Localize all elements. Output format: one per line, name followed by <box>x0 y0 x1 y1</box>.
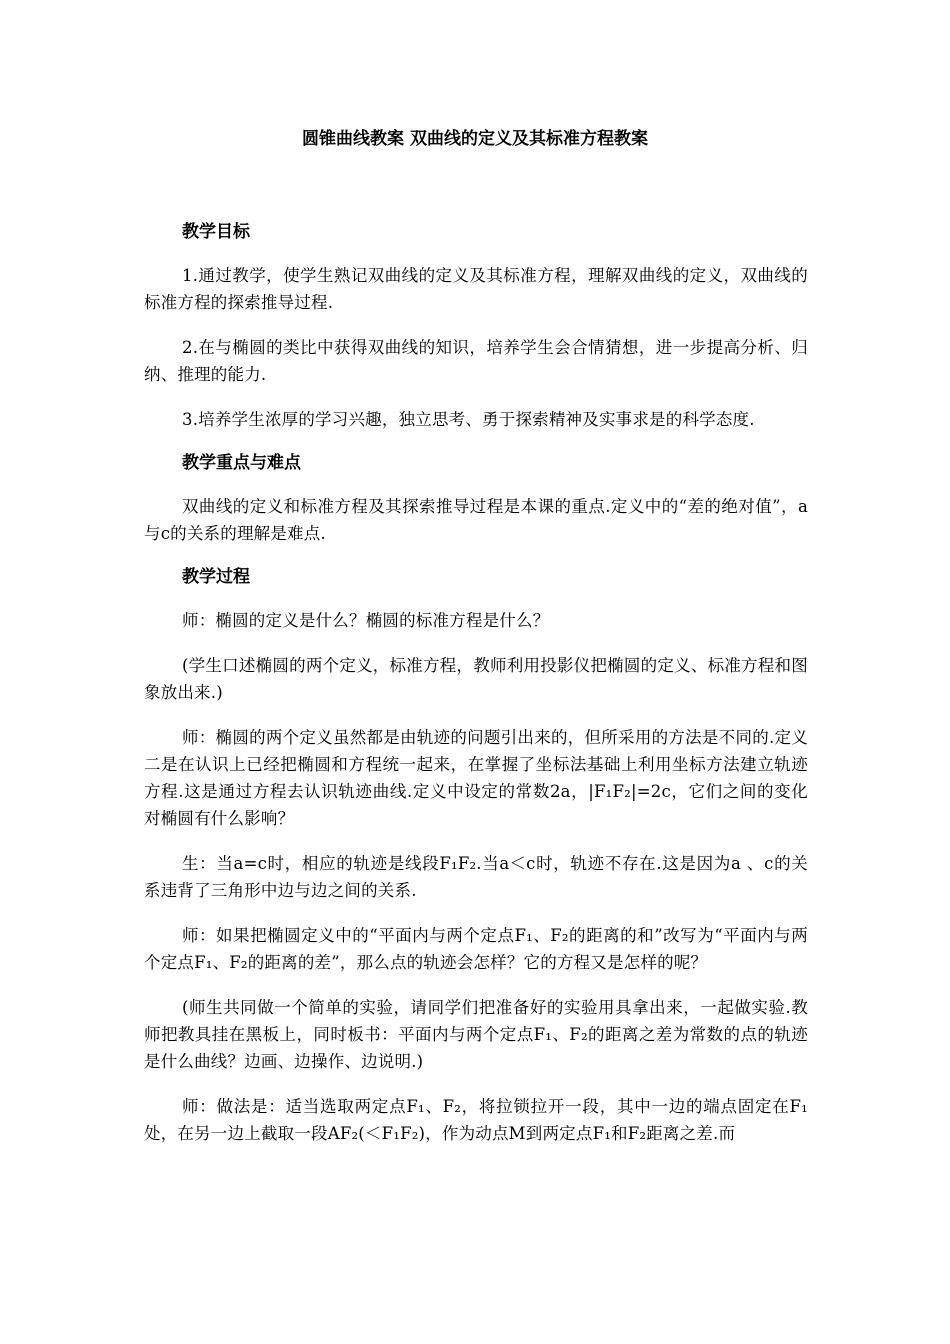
process-paragraph-5: 师：如果把椭圆定义中的“平面内与两个定点F₁、F₂的距离的和”改写为“平面内与两个定点F₁、F₂的距离的差”，那么点的轨迹会怎样？它的方程又是怎样的呢？ <box>144 926 808 972</box>
process-paragraph-3: 师：椭圆的两个定义虽然都是由轨迹的问题引出来的，但所采用的方法是不同的.定义二是在认识上已经把椭圆和方程统一起来，在掌握了坐标法基础上利用坐标方法建立轨迹方程.这是通过方程去认识轨迹曲线.定义中设定的常数2a，|F₁F₂|=2c，它们之间的变化对椭圆有什么影响？ <box>144 728 808 828</box>
keypoints-text: 双曲线的定义和标准方程及其探索推导过程是本课的重点.定义中的“差的绝对值”，a与c的关系的理解是难点. <box>144 497 808 543</box>
process-heading: 教学过程 <box>182 567 250 587</box>
process-paragraph-4: 生：当a=c时，相应的轨迹是线段F₁F₂.当a＜c时，轨迹不存在.这是因为a 、c的关系违背了三角形中边与边之间的关系. <box>144 854 808 900</box>
objective-2: 2.在与椭圆的类比中获得双曲线的知识，培养学生会合情猜想，进一步提高分析、归纳、推理的能力. <box>144 338 808 384</box>
objectives-heading: 教学目标 <box>182 222 250 242</box>
process-paragraph-6: (师生共同做一个简单的实验，请同学们把准备好的实验用具拿出来，一起做实验.教师把教具挂在黑板上，同时板书：平面内与两个定点F₁、F₂的距离之差为常数的点的轨迹是什么曲线？边画、边操作、边说明.) <box>144 998 808 1071</box>
process-paragraph-7: 师：做法是：适当选取两定点F₁、F₂，将拉锁拉开一段，其中一边的端点固定在F₁处，在另一边上截取一段AF₂(＜F₁F₂)，作为动点M到两定点F₁和F₂距离之差.而 <box>144 1097 808 1143</box>
keypoints-heading: 教学重点与难点 <box>182 453 301 473</box>
document-title: 圆锥曲线教案 双曲线的定义及其标准方程教案 <box>302 129 648 149</box>
objective-1: 1.通过教学，使学生熟记双曲线的定义及其标准方程，理解双曲线的定义，双曲线的标准方程的探索推导过程. <box>144 266 808 312</box>
process-paragraph-1: 师：椭圆的定义是什么？椭圆的标准方程是什么？ <box>182 611 550 630</box>
process-paragraph-2: (学生口述椭圆的两个定义，标准方程，教师利用投影仪把椭圆的定义、标准方程和图象放出来.) <box>144 656 808 702</box>
objective-3: 3.培养学生浓厚的学习兴趣，独立思考、勇于探索精神及实事求是的科学态度. <box>182 410 755 429</box>
document-body <box>144 220 808 1147</box>
